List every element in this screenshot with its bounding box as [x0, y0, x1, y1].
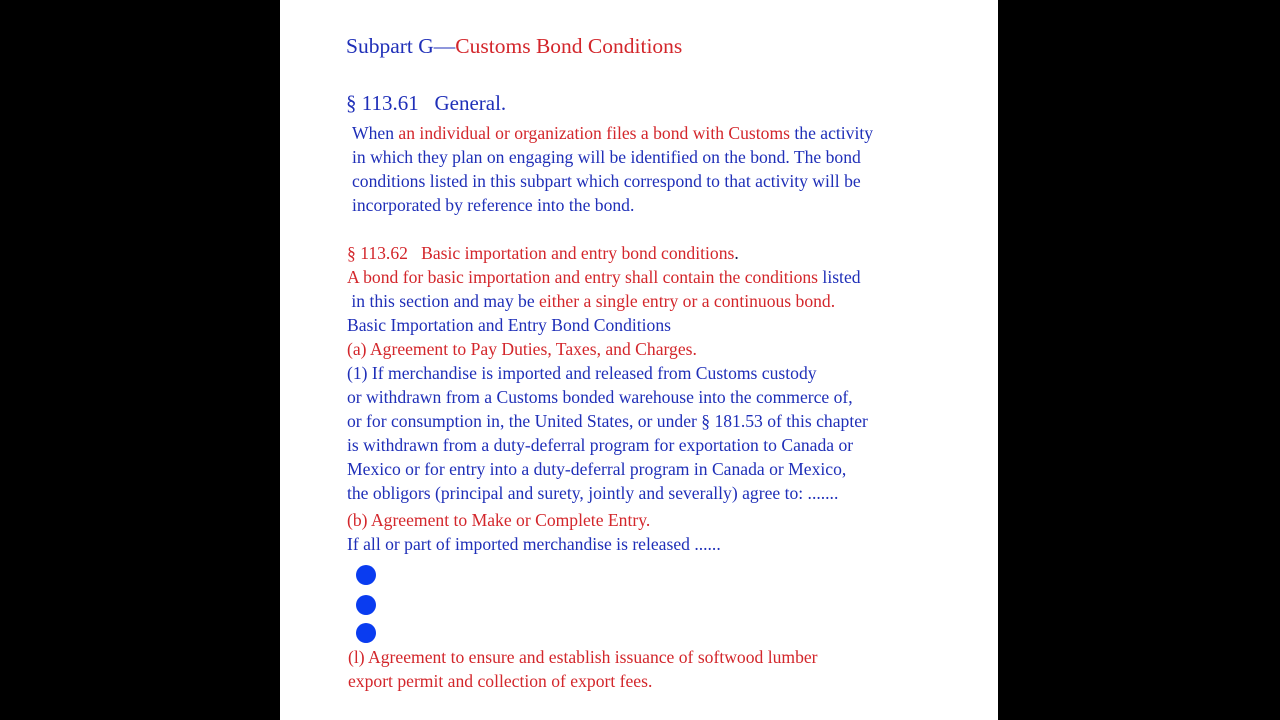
subpart-title-prefix: Subpart G—	[346, 34, 456, 58]
section-61-line: incorporated by reference into the bond.	[352, 195, 635, 215]
text-segment-highlight: either a single entry or a continuous bond.	[534, 291, 836, 311]
text-segment: When	[352, 123, 399, 143]
section-61-line: conditions listed in this subpart which correspond to that activity will be	[352, 171, 861, 191]
section-61-line: in which they plan on engaging will be identified on the bond. The bond	[352, 147, 861, 167]
section-62-heading-period: .	[734, 243, 739, 263]
ellipsis-bullet-icon	[356, 595, 376, 615]
item-a-line: is withdrawn from a duty-deferral program for exportation to Canada or	[347, 435, 854, 455]
item-b-title: (b) Agreement to Make or Complete Entry.	[347, 510, 651, 530]
section-62-intro-line	[347, 291, 835, 311]
section-62-heading	[347, 243, 739, 263]
section-61-heading: § 113.61 General.	[346, 91, 507, 115]
item-l-line: export permit and collection of export fees.	[348, 671, 653, 691]
item-a-line: or for consumption in, the United States, or under § 181.53 of this chapter	[347, 411, 868, 431]
item-b-text: If all or part of imported merchandise is released ......	[347, 534, 721, 554]
item-a-line: Mexico or for entry into a duty-deferral program in Canada or Mexico,	[347, 459, 847, 479]
subpart-title-name: Customs Bond Conditions	[455, 34, 683, 58]
ellipsis-bullet-icon	[356, 623, 376, 643]
item-l-line: (l) Agreement to ensure and establish issuance of softwood lumber	[348, 647, 818, 667]
conditions-subheading: Basic Importation and Entry Bond Conditions	[347, 315, 671, 335]
ellipsis-bullet-icon	[356, 565, 376, 585]
item-a-line: or withdrawn from a Customs bonded warehouse into the commerce of,	[347, 387, 853, 407]
text-segment: the activity	[790, 123, 874, 143]
section-62-heading-text: § 113.62 Basic importation and entry bond conditions	[347, 243, 735, 263]
subpart-title	[346, 34, 682, 58]
text-segment-highlight: an individual or organization files a bond with Customs	[398, 123, 790, 143]
text-segment-highlight: A bond for basic importation and entry shall contain the conditions	[347, 267, 819, 287]
text-segment: in this section and may be	[347, 291, 535, 311]
section-61-line	[352, 123, 873, 143]
text-segment: listed	[818, 267, 861, 287]
document-page	[280, 0, 998, 720]
section-62-intro-line	[347, 267, 861, 287]
item-a-line: the obligors (principal and surety, jointly and severally) agree to: .......	[347, 483, 839, 503]
item-a-line: (1) If merchandise is imported and released from Customs custody	[347, 363, 817, 383]
item-a-title: (a) Agreement to Pay Duties, Taxes, and Charges.	[347, 339, 697, 359]
